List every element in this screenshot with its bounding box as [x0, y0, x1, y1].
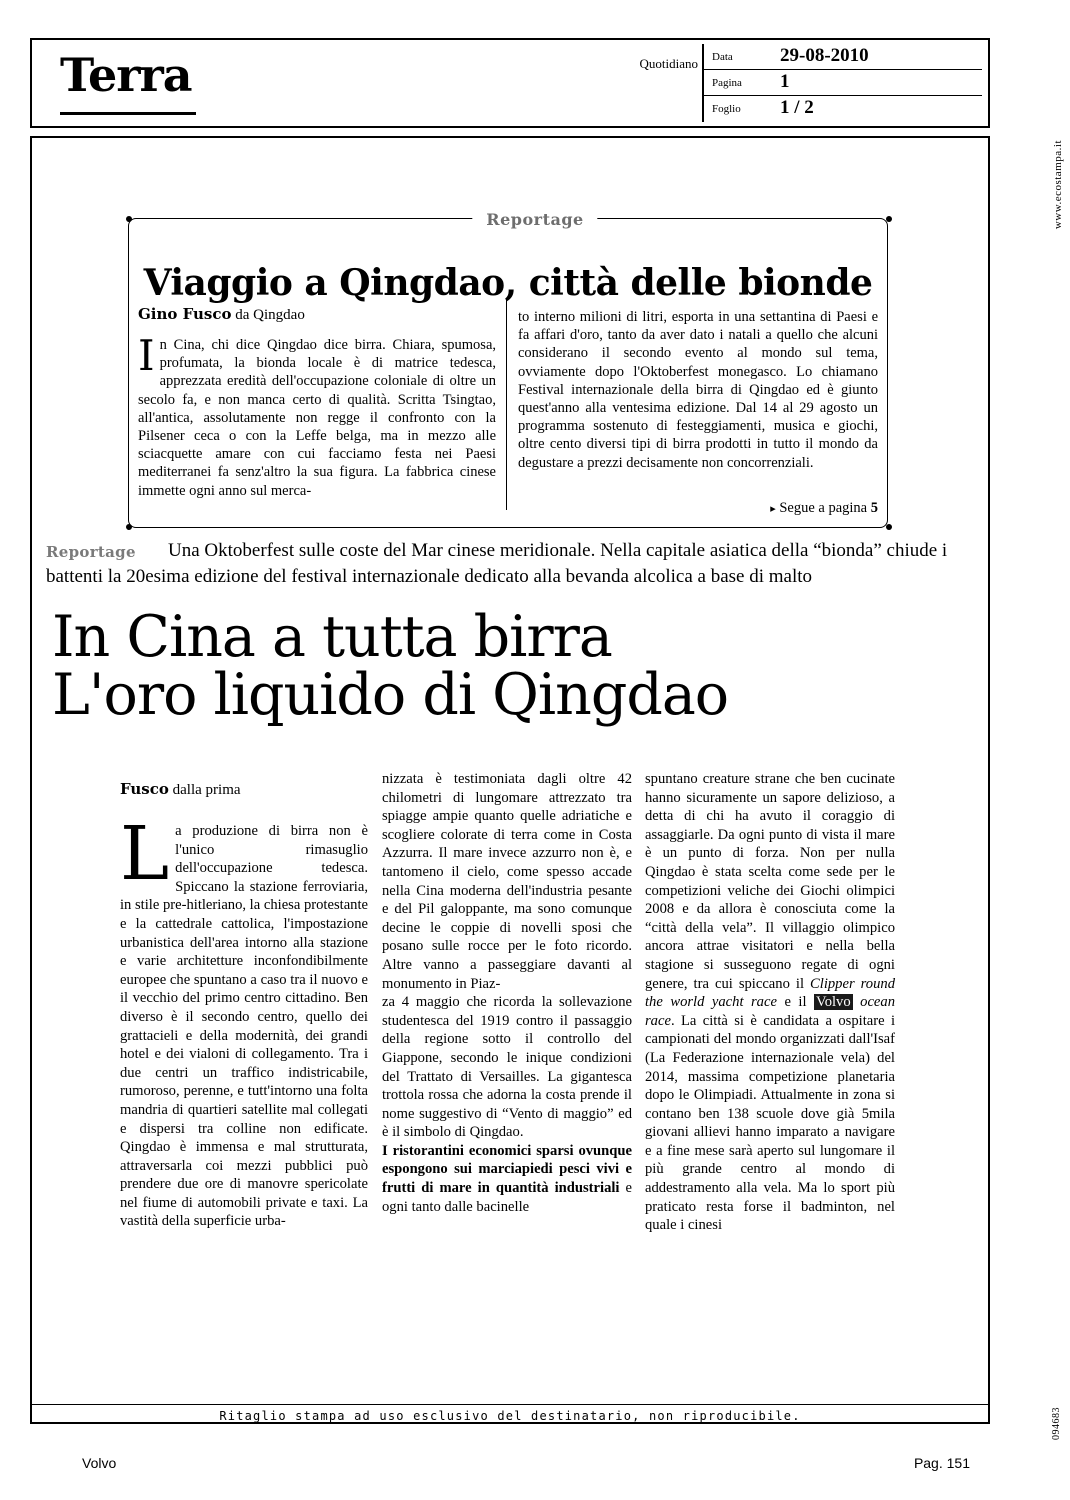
- headline-line-2: L'oro liquido di Qingdao: [52, 662, 729, 728]
- dropcap-letter: I: [138, 331, 155, 380]
- dropcap-letter: L: [120, 811, 170, 897]
- newspaper-header: [30, 38, 990, 128]
- clipping-code-vertical: 094683: [1051, 1407, 1062, 1440]
- race-name-italic-1: Clipper round the world yacht race: [645, 975, 895, 1011]
- box-corner-dot: [126, 524, 132, 530]
- body-column-2: [382, 770, 632, 1216]
- body-text-3c: . La città si è candidata a ospitare i campionati del mondo organizzati dall'Isaf (La Federazione internazionale vela) del 2014, massima competizione planetaria dopo le Olimpiadi. Attualmente in zona si contano ben 138 scuole dove già 5mila giovani allievi hanno imparato a navigare e a fine mese sarà aperto sul lungomare il più grande centro al mondo di addestramento alla vela. Ma lo sport più praticato resta forse il badminton, nel quale i cinesi: [645, 1012, 895, 1234]
- body-text-2tail: e ogni tanto dalle bacinelle: [382, 1180, 632, 1215]
- continuation-text: Segue a pagina: [779, 500, 871, 516]
- meta-value-data: 29-08-2010: [780, 45, 869, 66]
- masthead-logo: [60, 48, 192, 102]
- headline-line-1: In Cina a tutta birra: [52, 604, 612, 670]
- box-corner-dot: [126, 216, 132, 222]
- race-name-italic-2: ocean race: [645, 994, 895, 1029]
- column-divider: [506, 300, 507, 510]
- continuation-page: 5: [870, 500, 878, 516]
- arrow-right-icon: ▸: [770, 503, 776, 515]
- body-text-3a: spuntano creature strane che ben cucinate hanno sicuramente un sapore delizioso, a detta di chi ha avuto il coraggio di assaggiarle. Da ogni punto di vista il mare è un punto di forza. Non per nulla Qingdao è stata scelta come sede per le competizioni veliche dei Giochi olimpici 2008 e da allora è conosciuta come la “città della vela”. Il villaggio olimpico ancora attrae visitatori e nella bella stagione si susseguono regate di ogni genere, tra cui spiccano il: [645, 771, 895, 992]
- top-article-title: Viaggio a Qingdao, città delle bionde: [143, 262, 873, 305]
- main-headline: [52, 604, 982, 728]
- byline-author: Gino Fusco: [138, 305, 232, 323]
- footer-keyword: Volvo: [82, 1455, 117, 1471]
- section-tag-reportage-top: Reportage: [472, 210, 597, 229]
- source-website-vertical: www.ecostampa.it: [1052, 140, 1064, 230]
- masthead-underline: [60, 112, 196, 115]
- usage-notice: Ritaglio stampa ad uso esclusivo del destinatario, non riproducibile.: [32, 1404, 988, 1426]
- periodicity-label: Quotidiano: [639, 56, 698, 71]
- section-tag-reportage-summary: Reportage: [46, 543, 136, 561]
- body-column-3: [645, 770, 895, 1235]
- box-corner-dot: [886, 216, 892, 222]
- meta-row-foglio: [704, 96, 982, 122]
- meta-label-foglio: Foglio: [712, 103, 741, 115]
- continuation-note: [770, 500, 878, 517]
- meta-row-pagina: [704, 70, 982, 96]
- body-text-2c: [382, 1142, 632, 1216]
- clipping-meta-box: [702, 44, 982, 122]
- byline-rest: da Qingdao: [231, 307, 305, 323]
- box-corner-dot: [886, 524, 892, 530]
- body-text-2a: nizzata è testimoniata dagli oltre 42 chilometri di lungomare attrezzato tra spiagge ampie quanto quelle adriatiche e scogliere colorate di terra come in Costa Azzurra. Il mare invece azzurro non è, e tantomeno il cielo, come spesso accade nella Cina moderna dell'industria pesante e del Pil galoppante, ma sono comunque decine le coppie di novelli sposi che posano sulle rocce per le foto ricordo. Altre vanno a passeggiare davanti al monumento in Piaz-: [382, 771, 632, 992]
- masthead-text: Terra: [60, 48, 192, 102]
- body-byline-rest: dalla prima: [168, 782, 241, 798]
- article-summary: Una Oktoberfest sulle coste del Mar cinese meridionale. Nella capitale asiatica della “bionda” chiude i battenti la 20esima edizione del festival internazionale dedicato alla bevanda alcolica a base di malto: [46, 540, 948, 587]
- top-article-column-right: to interno milioni di litri, esporta in una settantina di Paesi e fa affari d'oro, tanto da aver dato i natali a quello che alcuni considerano il secondo evento al mondo sul tema, ovviamente dopo l'Oktoberfest monegasco. Lo chiamano Festival internazionale della birra di Qingdao ed è giunto quest'anno alla ventesima edizione. Dal 14 al 29 agosto un programma sostenuto di festeggiamenti, musica e giochi, oltre cento diversi tipi di birra prodotti in tutto il mondo da degustare a prezzi decisamente non concorrenziali.: [518, 309, 878, 471]
- footer-page-number: Pag. 151: [913, 1455, 970, 1471]
- meta-value-foglio: 1 / 2: [780, 97, 814, 118]
- body-byline-author: Fusco: [120, 780, 169, 798]
- top-article-byline: [138, 305, 305, 324]
- meta-label-data: Data: [712, 51, 733, 63]
- top-article-text-left: n Cina, chi dice Qingdao dice birra. Chiara, spumosa, profumata, la bionda locale è di matrice tedesca, apprezzata eredità dell'occupazione coloniale di oltre un secolo fa, e non manca certo di qualità. Scritta Tsingtao, all'antica, assolutamente non regge il confronto con la Pilsener ceca o con la Leffe belga, ma in mezzo alle sciacquette amare con cui facciamo festa nei Paesi mediterranei fa senz'altro la sua figura. La fabbrica cinese immette ogni anno sul merca-: [138, 337, 496, 499]
- body-text-2b: za 4 maggio che ricorda la sollevazione studentesca del 1919 contro il passaggio della regione sotto il controllo del Giappone, secondo le inique condizioni del Trattato di Versailles. La gigantesca trottola rossa che adorna la costa prende il nome suggestivo di “Vento di maggio” ed è il simbolo di Qingdao.: [382, 994, 632, 1141]
- meta-row-data: [704, 44, 982, 70]
- top-article-column-left: [138, 331, 496, 500]
- meta-label-pagina: Pagina: [712, 77, 742, 89]
- body-column-1: [120, 811, 369, 1231]
- body-text-1: a produzione di birra non è l'unico rimasuglio dell'occupazione tedesca. Spiccano la stazione ferroviaria, in stile pre-hitleriano, la chiesa protestante e la cattedrale cattolica, l'impostazione urbanistica dell'area intorno alla stazione e varie architetture inconfondibilmente europee che spuntano a caso tra il nuovo e il vecchio del primo centro cittadino. Ben diverso è il secondo centro, quello dei grattacieli e della modernità, dei grandi hotel e dei vialoni di collegamento. Tra i due centri un traffico indistricabile, rumoroso, perenne, e tutt'intorno una folta mandria di quartieri satellite mal collegati e dispersi tra colline non edificate. Qingdao è immensa e mal strutturata, attraversarla coi mezzi pubblici può prendere due ore di manovre spericolate nel fiume di automobili private e taxi. La vastità della superficie urba-: [120, 823, 369, 1230]
- body-byline: [120, 780, 241, 799]
- highlighted-keyword: Volvo: [816, 994, 851, 1011]
- body-bold-lead: I ristorantini economici sparsi ovunque espongono sui marciapiedi pesci vivi e frutti di mare in quantità industriali: [382, 1142, 632, 1197]
- meta-value-pagina: 1: [780, 71, 790, 92]
- body-text-3b: e il: [776, 994, 815, 1011]
